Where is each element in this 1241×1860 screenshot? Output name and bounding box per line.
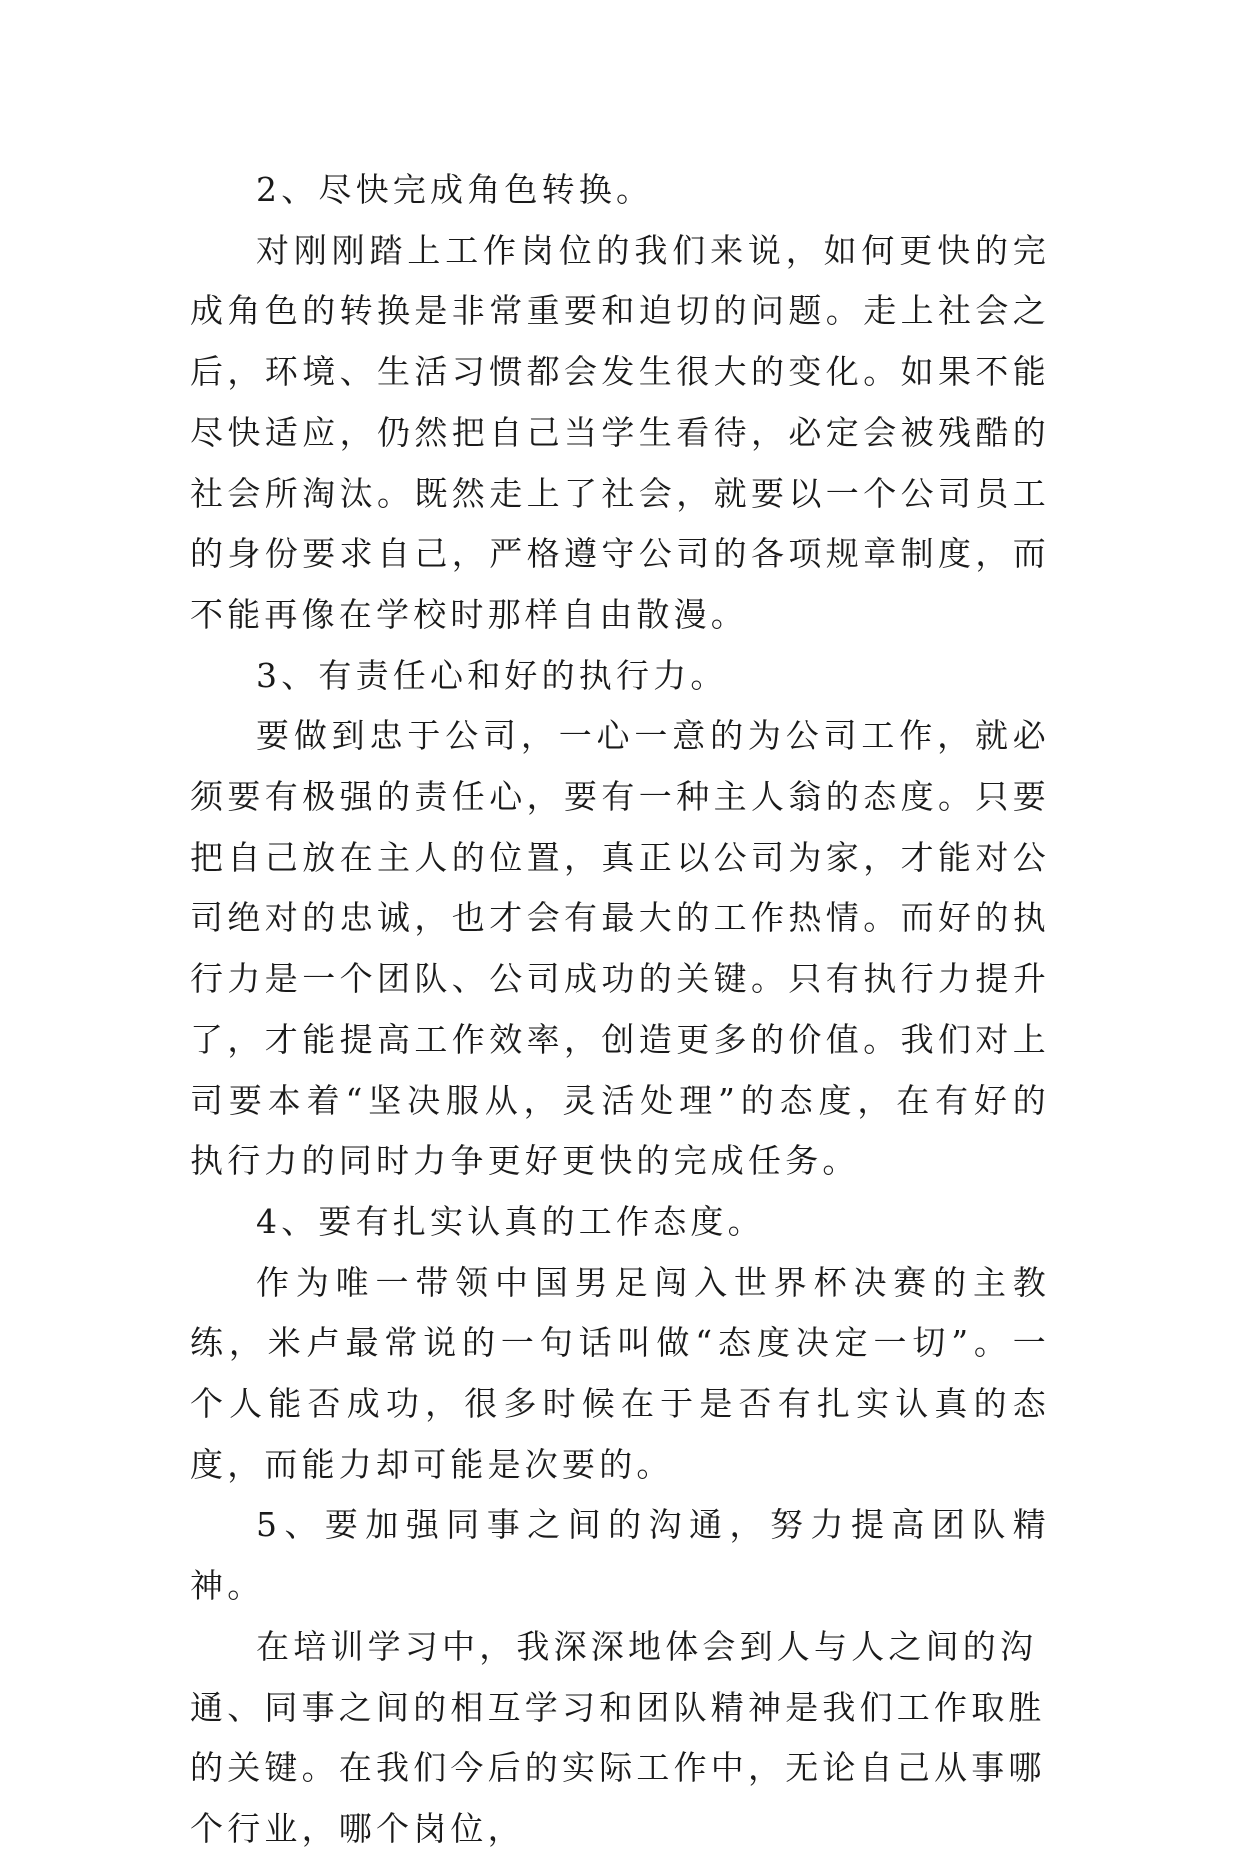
- paragraph-role-transition: 对刚刚踏上工作岗位的我们来说，如何更快的完成角色的转换是非常重要和迫切的问题。走上社会之后，环境、生活习惯都会发生很大的变化。如果不能尽快适应，仍然把自己当学生看待，必定会被残酷的社会所淘汰。既然走上了社会，就要以一个公司员工的身份要求自己，严格遵守公司的各项规章制度，而不能再像在学校时那样自由散漫。: [190, 230, 1050, 634]
- paragraph-responsibility: 要做到忠于公司，一心一意的为公司工作，就必须要有极强的责任心，要有一种主人翁的态度。只要把自己放在主人的位置，真正以公司为家，才能对公司绝对的忠诚，也才会有最大的工作热情。而好的执行力是一个团队、公司成功的关键。只有执行力提升了，才能提高工作效率，创造更多的价值。我们对上司要本着“坚决服从，灵活处理”的态度，在有好的执行力的同时力争更好更快的完成任务。: [190, 716, 1050, 1181]
- heading-3: 3、有责任心和好的执行力。: [256, 655, 728, 695]
- paragraph-work-attitude: 作为唯一带领中国男足闯入世界杯决赛的主教练，米卢最常说的一句话叫做“态度决定一切”。一个人能否成功，很多时候在于是否有扎实认真的态度，而能力却可能是次要的。: [190, 1262, 1050, 1484]
- document-body: [190, 160, 1050, 1860]
- heading-5: 5、要加强同事之间的沟通，努力提高团队精神。: [190, 1505, 1050, 1606]
- heading-2: 2、尽快完成角色转换。: [256, 170, 654, 209]
- heading-4: 4、要有扎实认真的工作态度。: [256, 1201, 765, 1241]
- paragraph-team-spirit: 在培训学习中，我深深地体会到人与人之间的沟通、同事之间的相互学习和团队精神是我们工作取胜的关键。在我们今后的实际工作中，无论自己从事哪个行业，哪个岗位，: [190, 1626, 1046, 1848]
